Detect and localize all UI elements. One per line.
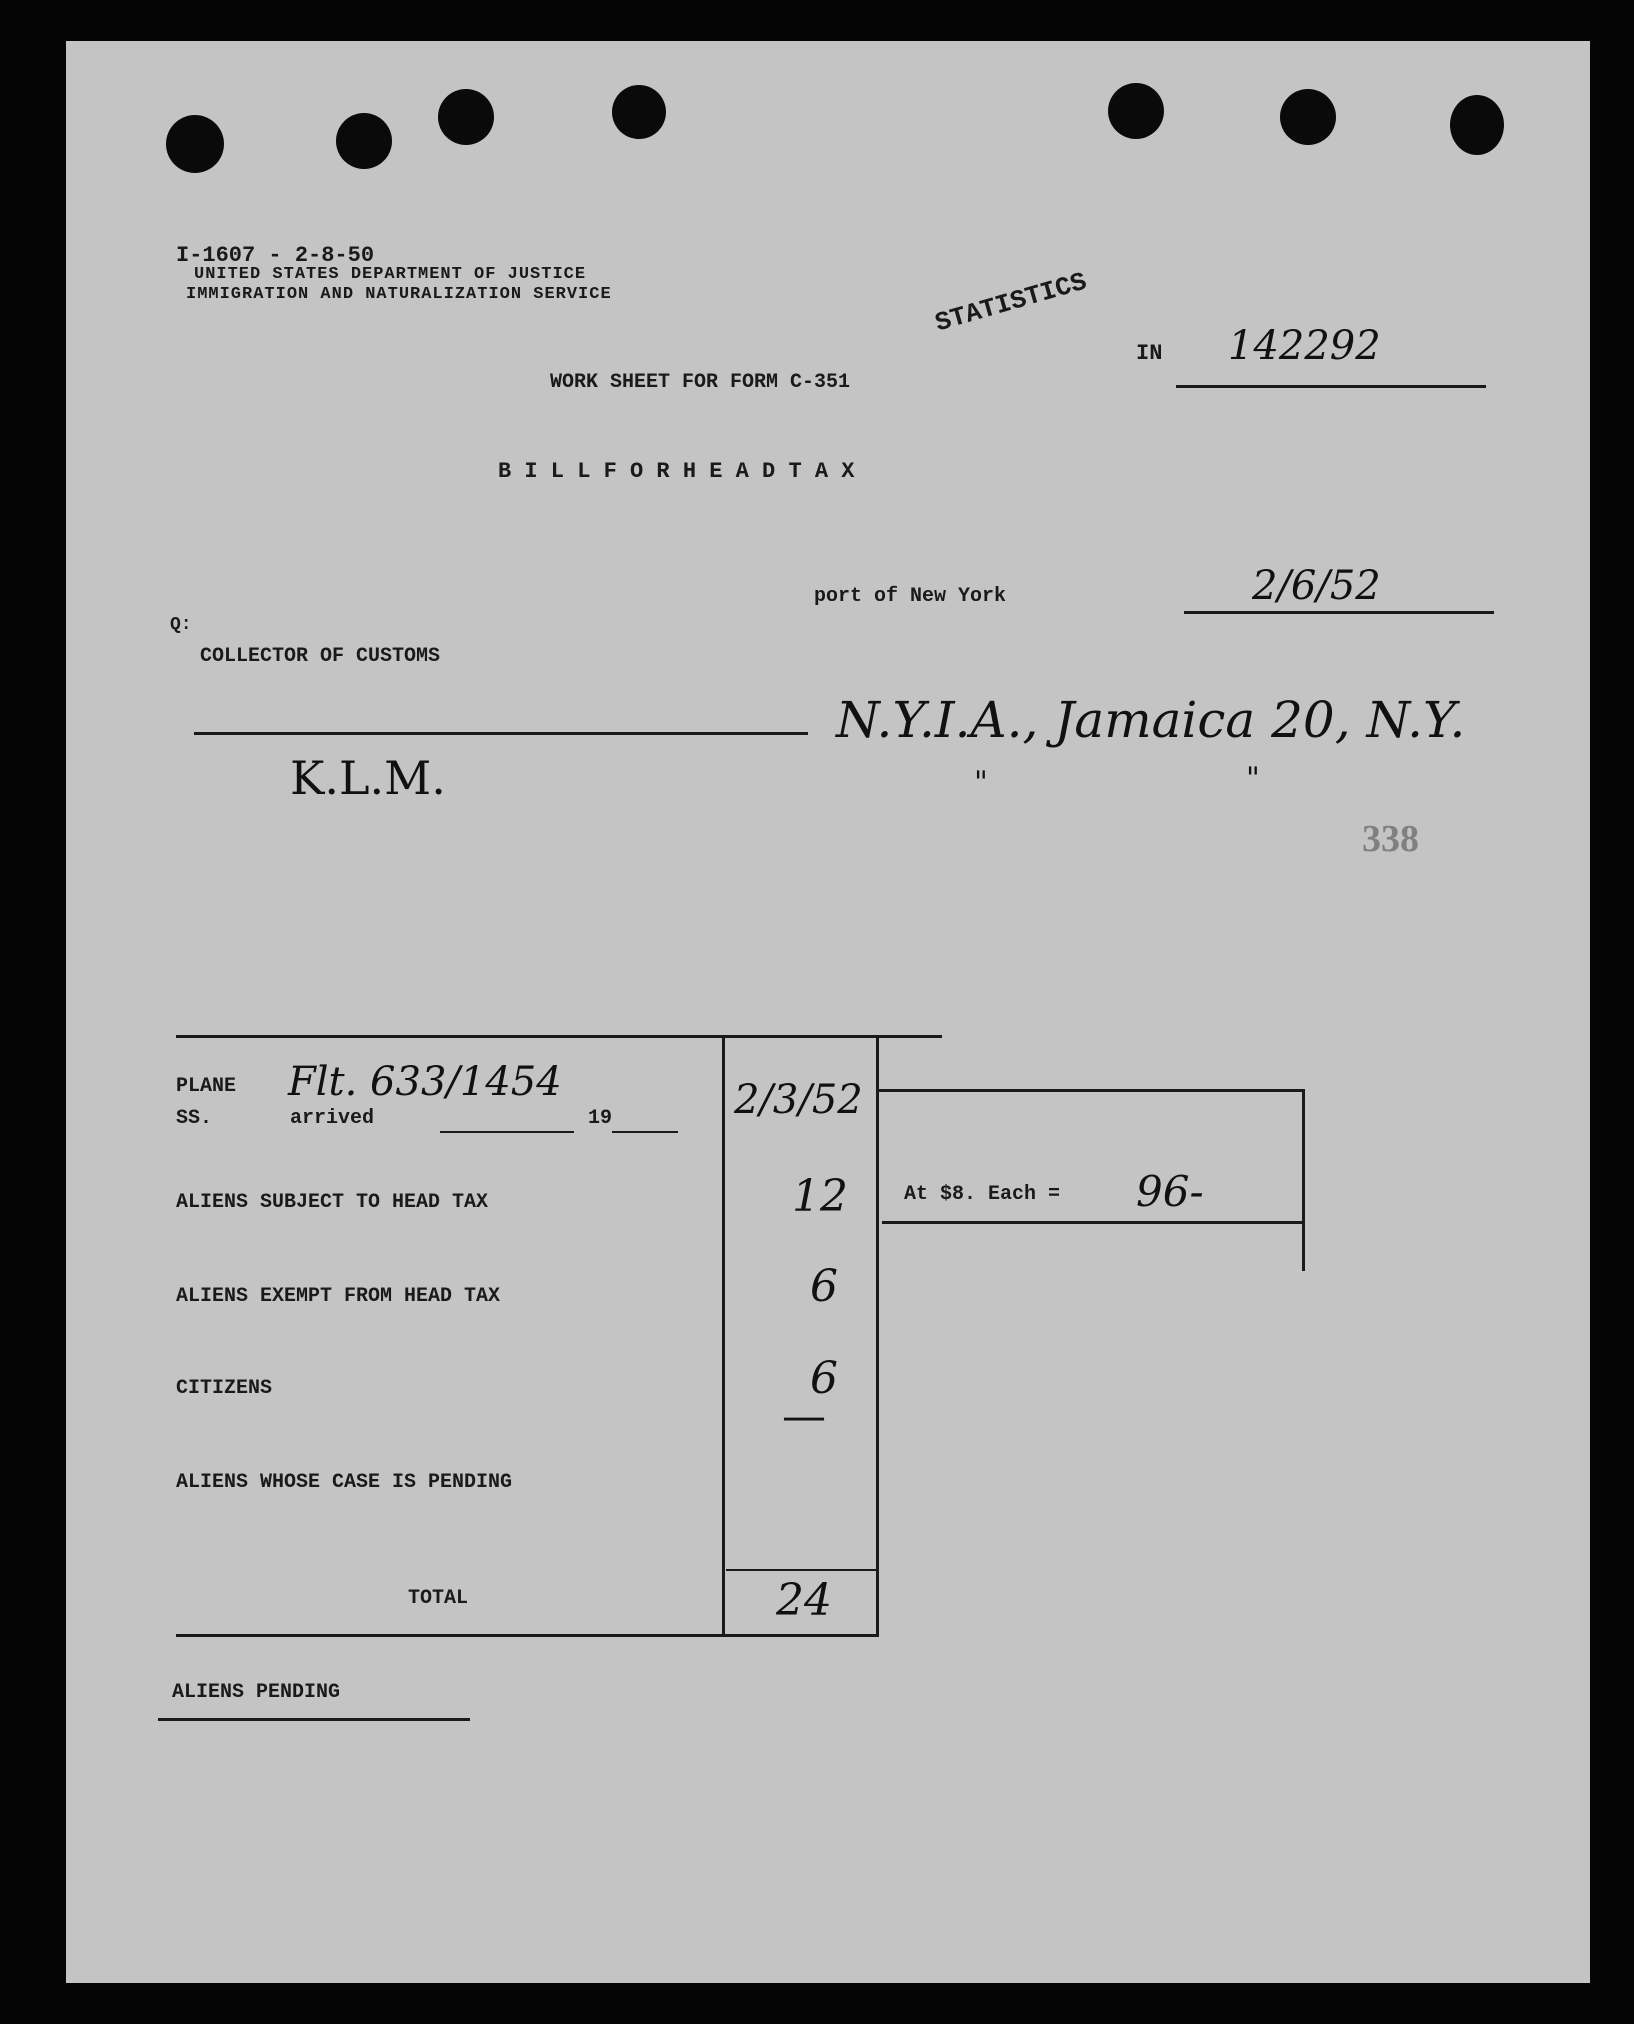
row-value-citizens: 6: [810, 1353, 838, 1404]
table-right-border: [876, 1035, 879, 1635]
agency-line-1: UNITED STATES DEPARTMENT OF JUSTICE: [194, 265, 587, 284]
rate-box-right: [1302, 1089, 1305, 1271]
row-label-pending: ALIENS WHOSE CASE IS PENDING: [176, 1471, 513, 1494]
total-rule: [726, 1569, 878, 1571]
collector-underline: [194, 732, 808, 735]
form-number-underline: [1176, 385, 1486, 388]
port-label: port of New York: [814, 585, 1007, 608]
punch-hole: [1280, 89, 1336, 145]
worksheet-title: WORK SHEET FOR FORM C-351: [550, 371, 851, 394]
collector-location: N.Y.I.A., Jamaica 20, N.Y.: [836, 691, 1466, 749]
page-number: 338: [1362, 818, 1419, 860]
table-divider-vertical: [722, 1035, 725, 1635]
form-code: I-1607 - 2-8-50: [176, 243, 375, 268]
year-label: 19: [588, 1107, 613, 1130]
arrived-label: arrived: [290, 1107, 375, 1130]
rate-text: At $8. Each =: [904, 1183, 1061, 1206]
punch-hole: [336, 113, 392, 169]
row-value-pending: —: [782, 1391, 826, 1442]
form-number-value: 142292: [1228, 323, 1381, 369]
form-number-label: IN: [1136, 341, 1163, 366]
rate-box-bottom: [882, 1221, 1304, 1224]
ditto-mark: ": [974, 765, 988, 800]
arrival-date: 2/3/52: [734, 1077, 863, 1123]
date-underline: [1184, 611, 1494, 614]
table-bottom-border: [176, 1634, 879, 1637]
table-top-border: [176, 1035, 942, 1038]
collector-label: COLLECTOR OF CUSTOMS: [200, 645, 441, 668]
document-page: [66, 41, 1590, 1983]
row-value-exempt: 6: [810, 1261, 838, 1312]
agency-line-2: IMMIGRATION AND NATURALIZATION SERVICE: [186, 285, 612, 304]
arrived-underline: [440, 1131, 574, 1133]
total-value: 24: [776, 1575, 832, 1626]
ditto-mark: ": [1246, 761, 1260, 796]
row-label-subject: ALIENS SUBJECT TO HEAD TAX: [176, 1191, 489, 1214]
aliens-pending-label: ALIENS PENDING: [172, 1681, 341, 1704]
punch-hole: [438, 89, 494, 145]
plane-label: PLANE: [176, 1075, 237, 1098]
total-label: TOTAL: [408, 1587, 469, 1610]
row-label-exempt: ALIENS EXEMPT FROM HEAD TAX: [176, 1285, 501, 1308]
punch-hole: [1450, 95, 1504, 155]
punch-hole: [612, 85, 666, 139]
port-date: 2/6/52: [1252, 563, 1381, 609]
row-value-subject: 12: [792, 1171, 848, 1222]
bill-title: B I L L F O R H E A D T A X: [498, 459, 855, 484]
rate-box-top: [878, 1089, 1304, 1092]
year-underline: [612, 1131, 678, 1133]
collector-prefix: Q:: [170, 615, 192, 635]
ss-label: SS.: [176, 1107, 213, 1130]
aliens-pending-underline: [158, 1718, 470, 1721]
tax-amount: 96-: [1136, 1167, 1204, 1216]
punch-hole: [166, 115, 224, 173]
punch-hole: [1108, 83, 1164, 139]
row-label-citizens: CITIZENS: [176, 1377, 273, 1400]
carrier-name: K.L.M.: [290, 751, 446, 805]
flight-number: Flt. 633/1454: [288, 1059, 562, 1105]
statistics-stamp: STATISTICS: [931, 266, 1091, 339]
